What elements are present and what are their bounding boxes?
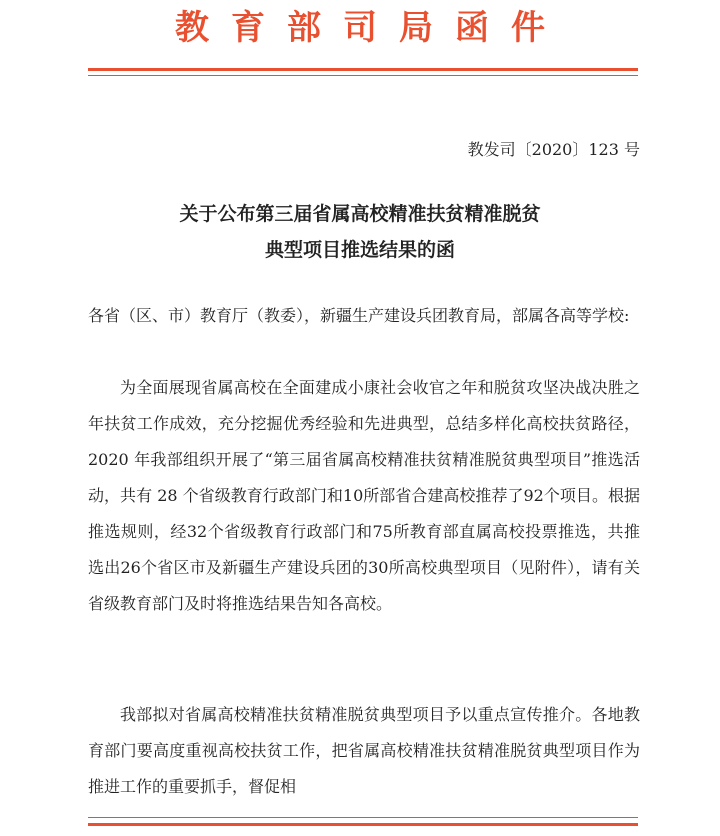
document-title-line-1: 关于公布第三届省属高校精准扶贫精准脱贫 xyxy=(179,203,541,225)
document-number: 教发司〔2020〕123 号 xyxy=(467,140,640,159)
recipient-line: 各省（区、市）教育厅（教委），新疆生产建设兵团教育局，部属各高等学校: xyxy=(88,306,630,325)
letterhead-divider-thick xyxy=(88,68,638,71)
footer-divider-thin xyxy=(88,817,638,818)
document-title-line-2: 典型项目推选结果的函 xyxy=(264,239,455,261)
body-paragraph-1: 为全面展现省属高校在全面建成小康社会收官之年和脱贫攻坚决战决胜之年扶贫工作成效，充分挖掘优秀经验和先进典型，总结多样化高校扶贫路径，2020 年我部组织开展了“第三届省属高校精准扶贫精准脱贫典型项目”推选活动，共有 28 个省级教育行政部门和10所部省合建高校推荐了92个项目。根据推选规则，经32个省级教育行政部门和75所教育部直属高校投票推选，共推选出26个省区市及新疆生产建设兵团的30所高校典型项目（见附件），请有关省级教育部门及时将推选结果告知各高校。 xyxy=(88,378,640,613)
letterhead-divider-thin xyxy=(88,75,638,76)
letterhead-title: 教育部司局函件 xyxy=(175,8,567,48)
footer-divider-thick xyxy=(88,823,638,826)
body-paragraph-2: 我部拟对省属高校精准扶贫精准脱贫典型项目予以重点宣传推介。各地教育部门要高度重视高校扶贫工作，把省属高校精准扶贫精准脱贫典型项目作为推进工作的重要抓手，督促相 xyxy=(88,705,640,796)
